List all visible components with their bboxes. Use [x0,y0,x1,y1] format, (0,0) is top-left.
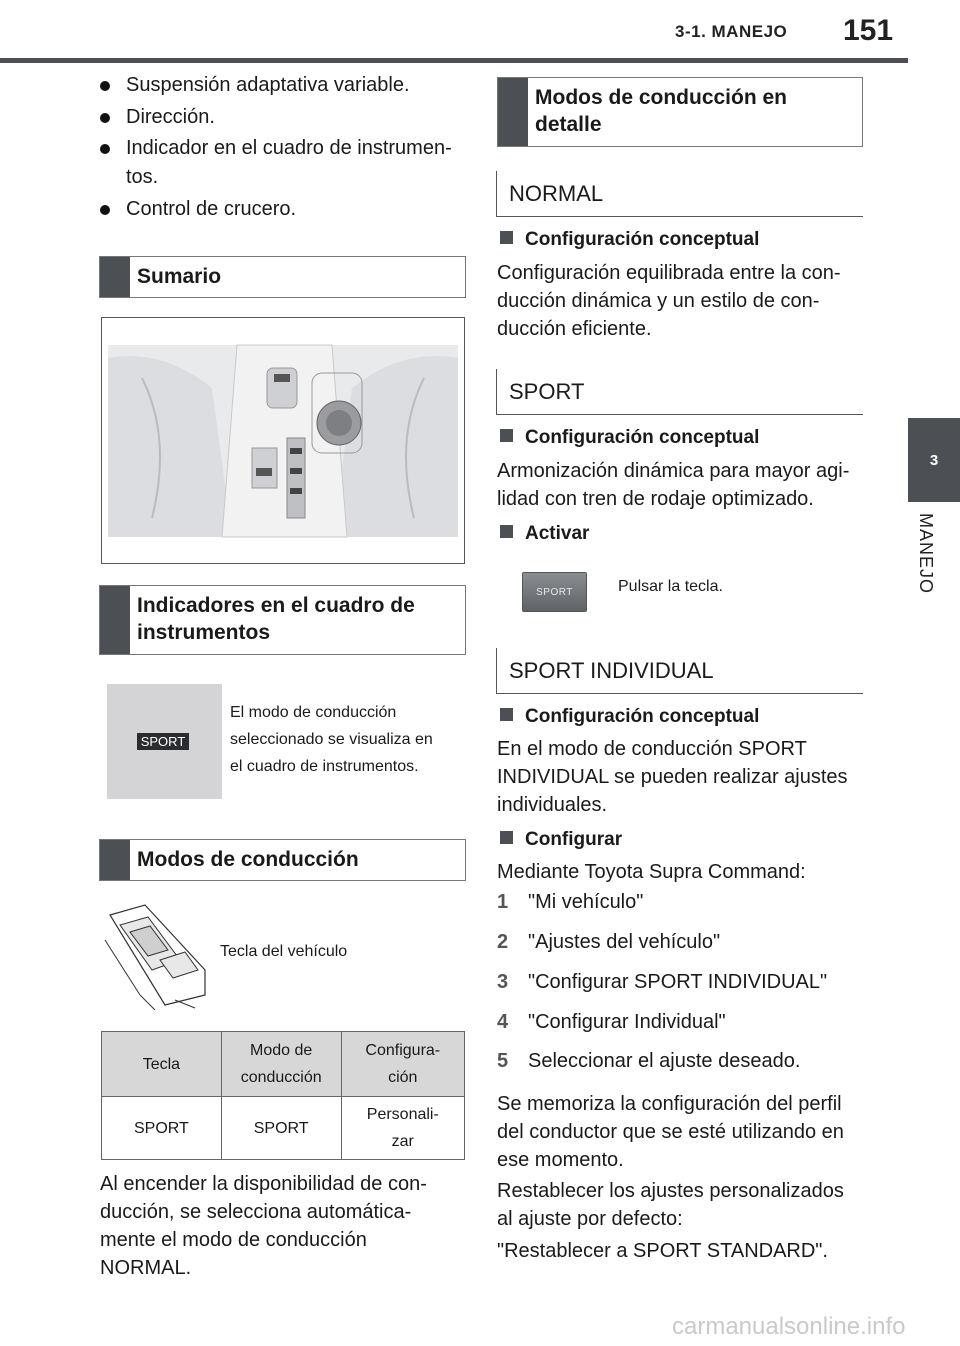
configure-intro: Mediante Toyota Supra Command: [497,861,806,883]
left-paragraph: Al encender la disponibilidad de con- ducción, se selecciona automática- mente el modo de conducción NORMAL. [100,1173,427,1279]
bullet-dot-icon [100,205,110,215]
square-bullet-icon [500,831,513,844]
table-cell: SPORT [221,1097,341,1160]
section-title: 3-1. MANEJO [675,22,788,41]
bullet-dot-icon [100,81,110,91]
indicator-description: El modo de conducción seleccionado se visualiza en el cuadro de instrumentos. [230,704,433,775]
sport-individual-concept-heading: Configuración conceptual [500,706,759,728]
section-header-modos-detalle: Modos de conducción en detalle [497,77,863,147]
subsection-sport-individual: SPORT INDIVIDUAL [496,648,863,694]
table-header-cell: Tecla [102,1032,222,1097]
table-cell: Personali- zar [341,1097,464,1160]
memo-paragraph: Se memoriza la configuración del perfil del conductor que se esté utilizando en ese momento. [497,1093,844,1171]
driving-modes-table [101,1031,465,1160]
table-header-cell: Modo de conducción [221,1032,341,1097]
sport-button-image [100,900,210,1010]
square-bullet-icon [500,231,513,244]
reset-option: "Restablecer a SPORT STANDARD". [497,1240,828,1262]
section-header-sumario: Sumario [99,256,466,298]
subsection-sport: SPORT [496,369,863,415]
sport-individual-configure-heading: Configurar [500,829,622,851]
vehicle-button-caption: Tecla del vehículo [220,943,348,960]
chapter-label: MANEJO [916,513,936,595]
bullet-dot-icon [100,144,110,154]
header-rule [0,58,908,63]
square-bullet-icon [500,429,513,442]
page-number: 151 [843,14,894,47]
table-header-cell: Configura- ción [341,1032,464,1097]
sport-key-button: SPORT [522,572,587,612]
center-console-image [102,318,464,563]
table-header-row [102,1032,465,1097]
bullet-continuation: tos. [126,166,159,188]
vehicle-button-illustration [100,900,210,1010]
chapter-tab: 3 [908,418,960,502]
sport-description: Armonización dinámica para mayor agi- lidad con tren de rodaje optimizado. [497,460,850,510]
table-cell: SPORT [102,1097,222,1160]
sport-concept-heading: Configuración conceptual [500,427,759,449]
console-illustration [101,317,465,564]
normal-concept-heading: Configuración conceptual [500,229,759,251]
section-header-modos: Modos de conducción [99,839,466,881]
sport-key-caption: Pulsar la tecla. [618,578,723,595]
reset-paragraph: Restablecer los ajustes personalizados al ajuste por defecto: [497,1180,844,1230]
section-header-indicadores: Indicadores en el cuadro de instrumentos [99,585,466,655]
instrument-cluster-image [107,684,222,799]
subsection-normal: NORMAL [496,171,863,217]
sport-activate-heading: Activar [500,523,589,545]
sport-individual-description: En el modo de conducción SPORT INDIVIDUAL se pueden realizar ajustes individuales. [497,738,848,816]
normal-description: Configuración equilibrada entre la con- ducción dinámica y un estilo de con- ducción eficiente. [497,262,841,340]
sport-indicator-label: SPORT [137,733,189,750]
square-bullet-icon [500,708,513,721]
watermark: carmanualsonline.info [672,1313,906,1340]
bullet-dot-icon [100,113,110,123]
square-bullet-icon [500,525,513,538]
table-row [102,1097,465,1160]
